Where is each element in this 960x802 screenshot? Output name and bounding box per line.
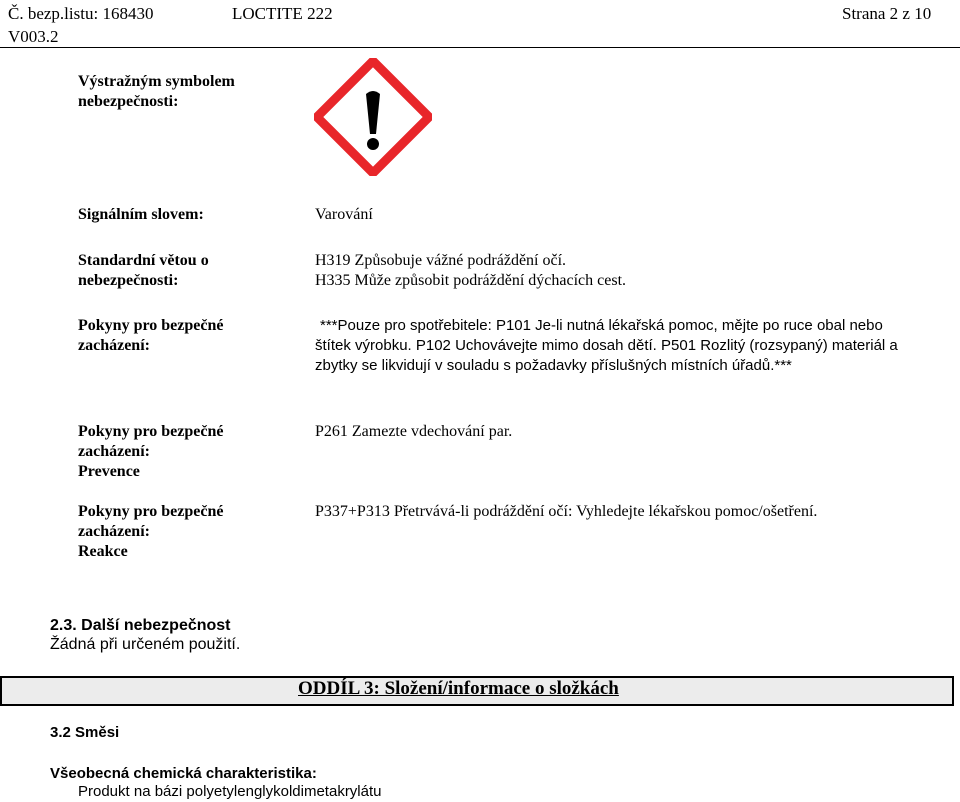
section-3-2-title: 3.2 Směsi — [50, 724, 120, 741]
hazard-h319: H319 Způsobuje vážné podráždění očí. — [315, 252, 567, 269]
page-number: Strana 2 z 10 — [842, 4, 932, 23]
prevention-label: Pokyny pro bezpečné zacházení: Prevence — [78, 423, 224, 480]
response-value: P337+P313 Přetrvává-li podráždění očí: Vyhledejte lékařskou pomoc/ošetření. — [315, 503, 818, 520]
general-characteristics-text: Produkt na bázi polyetylenglykoldimetakrylátu — [78, 783, 382, 800]
signal-word-value: Varování — [315, 206, 373, 223]
prevention-value: P261 Zamezte vdechování par. — [315, 423, 513, 440]
section-2-3-text: Žádná při určeném použití. — [50, 636, 241, 653]
pictogram-label: Výstražným symbolem nebezpečnosti: — [78, 73, 235, 110]
hazard-statements-label: Standardní větou o nebezpečnosti: — [78, 252, 209, 289]
hazard-h335: H335 Může způsobit podráždění dýchacích cest. — [315, 272, 627, 289]
sheet-number: Č. bezp.listu: 168430 — [8, 4, 154, 23]
general-characteristics-label: Všeobecná chemická charakteristika: — [50, 765, 317, 782]
precautionary-value: ***Pouze pro spotřebitele: P101 Je-li nutná lékařská pomoc, mějte po ruce obal nebo štítek výrobku. P102 Uchovávejte mimo dosah dětí. P501 Rozlitý (rozsypaný) materiál a zbytky se likvidují v souladu s požadavky příslušných místních úřadů.*** — [315, 317, 898, 374]
version-number: V003.2 — [8, 27, 59, 46]
signal-word-label: Signálním slovem: — [78, 206, 204, 223]
header-divider — [0, 47, 960, 48]
section-2-3-title: 2.3. Další nebezpečnost — [50, 617, 231, 634]
hazard-statements-value — [315, 251, 626, 291]
product-name: LOCTITE 222 — [232, 4, 333, 23]
precautionary-label: Pokyny pro bezpečné zacházení: — [78, 317, 224, 354]
ghs07-exclamation-mark-icon — [314, 58, 432, 176]
section-3-title: ODDÍL 3: Složení/informace o složkách — [298, 678, 619, 699]
response-label: Pokyny pro bezpečné zacházení: Reakce — [78, 503, 224, 560]
